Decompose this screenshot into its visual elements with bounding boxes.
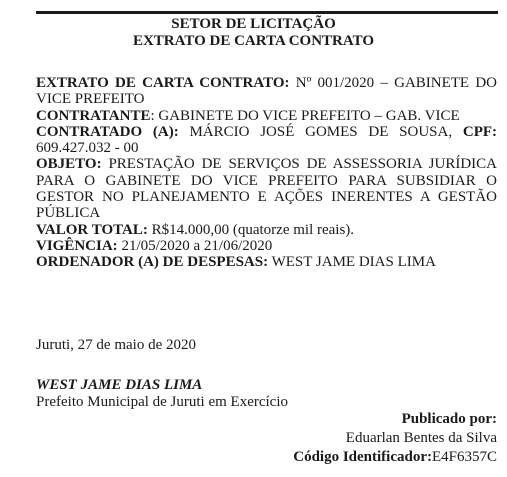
total-value-amount: R$14.000,00 (quatorze mil reais).	[151, 221, 355, 238]
identifier-label: Código Identificador:	[293, 449, 432, 465]
place-date: Juruti, 27 de maio de 2020	[36, 337, 196, 353]
contractor-value: : GABINETE DO VICE PREFEITO – GAB. VICE	[150, 107, 460, 124]
top-rule	[36, 11, 498, 14]
publisher-name: Eduarlan Bentes da Silva	[345, 430, 497, 446]
ordering-value: WEST JAME DIAS LIMA	[271, 254, 436, 271]
sector-title: SETOR DE LICITAÇÃO	[171, 16, 336, 32]
contracted-label: CONTRATADO (A):	[36, 123, 179, 140]
signatory-name: WEST JAME DIAS LIMA	[36, 377, 203, 393]
validity-label: VIGÊNCIA:	[36, 237, 118, 254]
extract-label: EXTRATO DE CARTA CONTRATO:	[36, 75, 290, 91]
object-value: PRESTAÇÃO DE SERVIÇOS DE ASSESSORIA JURÍDICA PARA O GABINETE DO VICE PREFEITO PARA SUBSIDIAR O GESTOR NO PLANEJAMENTO E AÇÕES INERENTES A GESTÃO PÚBLICA	[36, 156, 498, 222]
cpf-value: 609.427.032 - 00	[36, 140, 139, 157]
contracted-value: MÁRCIO JOSÉ GOMES DE SOUSA,	[189, 123, 453, 140]
extract-value: Nº 001/2020 – GABINETE DO VICE PREFEITO	[36, 75, 497, 108]
cpf-label: CPF:	[462, 123, 498, 140]
signatory-role: Prefeito Municipal de Juruti em Exercício	[36, 394, 289, 410]
document-header	[0, 16, 507, 50]
identifier-line	[293, 448, 497, 467]
contract-extract-body	[36, 75, 497, 271]
validity-value: 21/05/2020 a 21/06/2020	[121, 237, 273, 254]
extract-paragraph	[36, 75, 497, 108]
document-title: EXTRATO DE CARTA CONTRATO	[132, 33, 375, 49]
total-value-paragraph	[36, 222, 497, 238]
object-label: OBJETO:	[36, 156, 102, 173]
total-value-label: VALOR TOTAL:	[36, 221, 148, 238]
publication-block	[293, 410, 497, 467]
published-by-label: Publicado por:	[401, 411, 497, 427]
ordering-label: ORDENADOR (A) DE DESPESAS:	[36, 254, 269, 271]
ordering-paragraph	[36, 254, 497, 270]
identifier-code: E4F6357C	[431, 449, 497, 465]
contracted-paragraph	[36, 124, 497, 157]
contractor-paragraph	[36, 108, 497, 124]
contractor-label: CONTRATANTE	[36, 107, 151, 124]
object-paragraph	[36, 156, 497, 221]
validity-paragraph	[36, 238, 497, 254]
